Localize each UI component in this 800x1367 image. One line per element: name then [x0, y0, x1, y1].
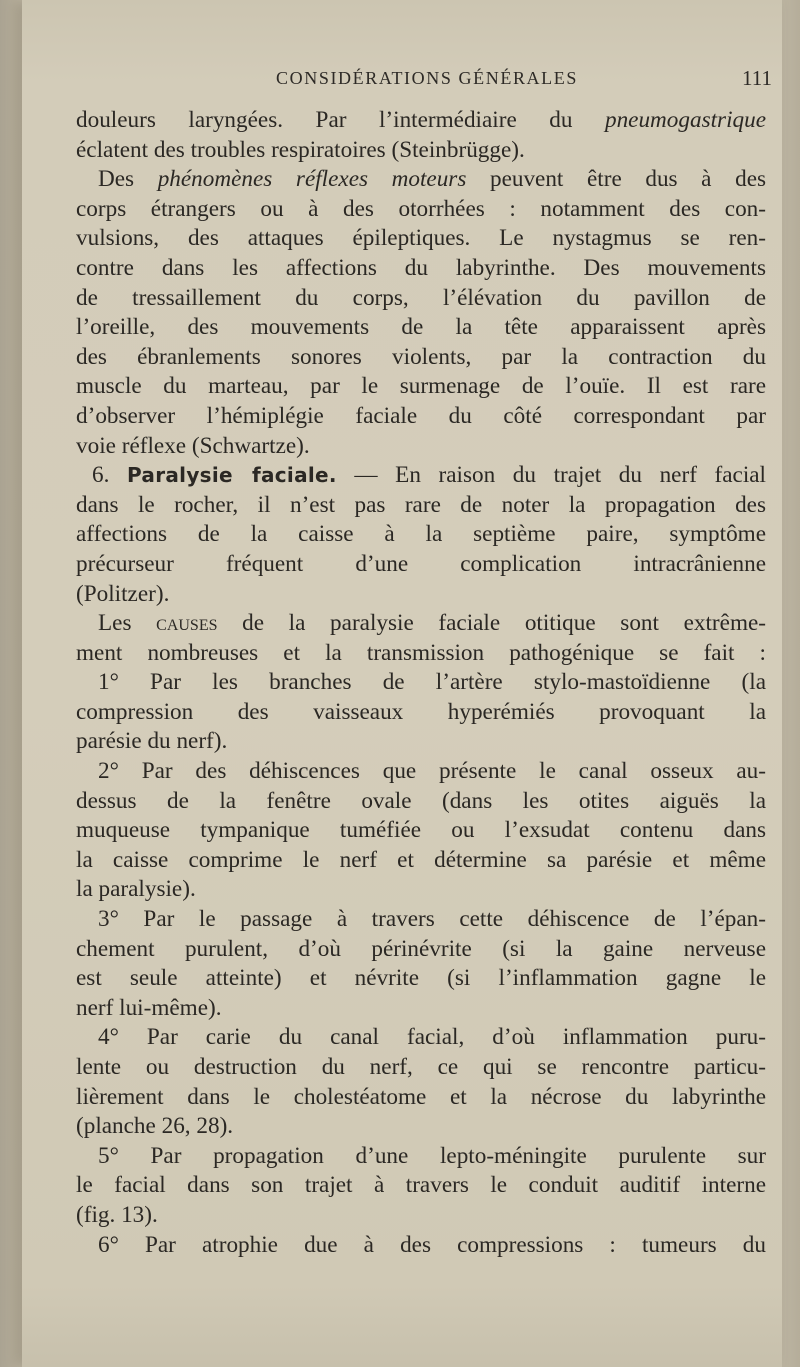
text-run: de la paralysie faciale otitique sont extrême-	[217, 610, 766, 637]
text-line: compression des vaisseaux hyperémiés provoquant la	[76, 698, 766, 725]
text-line	[76, 609, 766, 639]
text-line: ment nombreuses et la transmission pathogénique se fait :	[76, 639, 766, 666]
text-line: parésie du nerf).	[76, 728, 228, 755]
text-line	[76, 461, 766, 491]
text-run: Les	[98, 610, 157, 637]
text-line: des ébranlements sonores violents, par la contraction du	[76, 343, 766, 370]
text-line: 1° Par les branches de l’artère stylo-mastoïdienne (la	[98, 669, 766, 696]
body-text	[76, 106, 766, 1260]
italic-run: pneumogastrique	[604, 107, 766, 133]
text-line	[76, 106, 766, 136]
small-caps-run: causes	[156, 610, 218, 637]
text-line: éclatent des troubles respiratoires (Steinbrügge).	[76, 136, 525, 163]
page-number: 111	[742, 66, 772, 90]
text-line	[76, 165, 766, 195]
text-line: le facial dans son trajet à travers le conduit auditif interne	[76, 1172, 766, 1199]
section-heading: Paralysie faciale.	[127, 463, 337, 488]
text-line: d’observer l’hémiplégie faciale du côté correspondant par	[76, 402, 766, 429]
text-line: (planche 26, 28).	[76, 1113, 234, 1140]
text-line: chement purulent, d’où périnévrite (si la gaine nerveuse	[76, 935, 766, 962]
text-line: la paralysie).	[76, 876, 196, 903]
text-line: (fig. 13).	[76, 1201, 158, 1228]
text-line: 5° Par propagation d’une lepto-méningite purulente sur	[98, 1142, 766, 1169]
running-head	[82, 62, 772, 96]
text-run: douleurs laryngées. Par l’intermédiaire du	[76, 107, 605, 133]
text-line: lièrement dans le cholestéatome et la nécrose du labyrinthe	[76, 1083, 766, 1110]
text-run: peuvent être dus à des	[466, 166, 767, 193]
text-run: Des	[98, 166, 158, 193]
text-run: — En raison du trajet du nerf facial	[336, 462, 766, 489]
text-line: 2° Par des déhiscences que présente le canal osseux au-	[98, 758, 766, 785]
text-line: muscle du marteau, par le surmenage de l’ouïe. Il est rare	[76, 373, 766, 400]
text-line: vulsions, des attaques épileptiques. Le nystagmus se ren-	[76, 225, 766, 252]
italic-run: phénomènes réflexes moteurs	[157, 166, 467, 193]
text-line: muqueuse tympanique tuméfiée ou l’exsudat contenu dans	[76, 817, 766, 844]
text-line: de tressaillement du corps, l’élévation du pavillon de	[76, 284, 766, 311]
text-line: est seule atteinte) et névrite (si l’inflammation gagne le	[76, 965, 766, 992]
text-line: voie réflexe (Schwartze).	[76, 432, 310, 459]
text-line: nerf lui-même).	[76, 994, 222, 1021]
text-line: 3° Par le passage à travers cette déhiscence de l’épan-	[98, 906, 766, 933]
text-line: 6° Par atrophie due à des compressions : tumeurs du	[98, 1231, 766, 1258]
text-line: l’oreille, des mouvements de la tête apparaissent après	[76, 314, 766, 341]
text-run: 6.	[92, 462, 127, 489]
text-line: lente ou destruction du nerf, ce qui se rencontre particu-	[76, 1054, 766, 1080]
text-line: dessus de la fenêtre ovale (dans les otites aiguës la	[76, 787, 766, 814]
text-line: précurseur fréquent d’une complication intracrânienne	[76, 550, 766, 577]
text-line: 4° Par carie du canal facial, d’où inflammation puru-	[98, 1024, 766, 1051]
book-page	[22, 0, 782, 1367]
text-line: (Politzer).	[76, 580, 170, 607]
running-title: CONSIDÉRATIONS GÉNÉRALES	[276, 68, 578, 88]
text-line: corps étrangers ou à des otorrhées : notamment des con-	[76, 195, 766, 222]
text-line: contre dans les affections du labyrinthe. Des mouvements	[76, 254, 766, 281]
text-line: la caisse comprime le nerf et détermine sa parésie et même	[76, 846, 766, 873]
text-line: affections de la caisse à la septième paire, symptôme	[76, 521, 766, 548]
text-line: dans le rocher, il n’est pas rare de noter la propagation des	[76, 491, 766, 518]
